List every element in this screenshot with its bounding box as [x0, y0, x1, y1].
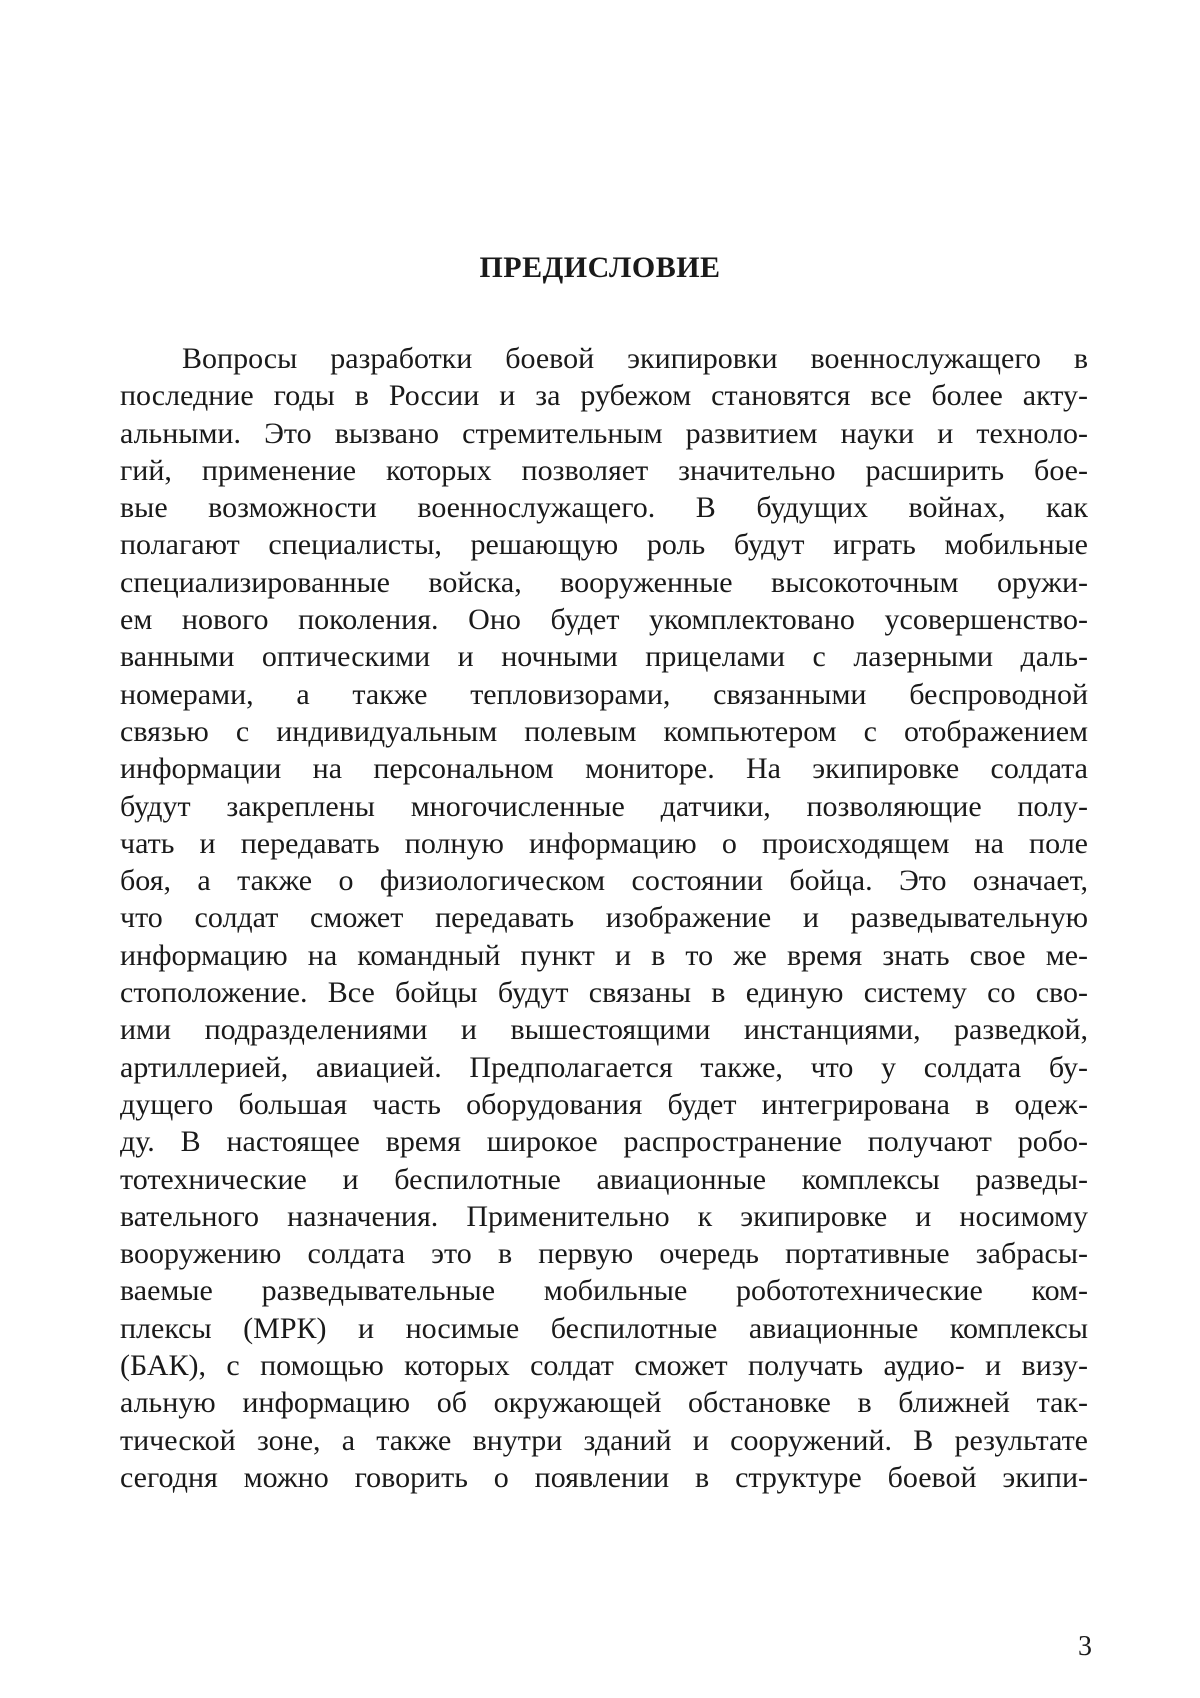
text-line: ем нового поколения. Оно будет укомплектовано усовершенство-: [120, 603, 1088, 637]
body-text: [120, 340, 1088, 1496]
text-line: альными. Это вызвано стремительным развитием науки и техноло-: [120, 416, 1088, 450]
text-line: ими подразделениями и вышестоящими инстанциями, разведкой,: [120, 1013, 1088, 1047]
text-line: будут закреплены многочисленные датчики, позволяющие полу-: [120, 789, 1088, 823]
page-title: ПРЕДИСЛОВИЕ: [479, 251, 721, 284]
text-line: тотехнические и беспилотные авиационные комплексы разведы-: [120, 1162, 1088, 1196]
text-line: Вопросы разработки боевой экипировки военнослужащего в: [182, 342, 1088, 375]
text-line: боя, а также о физиологическом состоянии бойца. Это означает,: [120, 864, 1088, 898]
text-line: чать и передавать полную информацию о происходящем на поле: [120, 826, 1088, 860]
text-line: стоположение. Все бойцы будут связаны в единую систему со сво-: [120, 976, 1088, 1010]
text-line: что солдат сможет передавать изображение и разведывательную: [120, 901, 1088, 935]
text-line: ванными оптическими и ночными прицелами с лазерными даль-: [120, 640, 1088, 674]
page-number: 3: [1078, 1631, 1092, 1662]
text-line: дущего большая часть оборудования будет интегрирована в одеж-: [120, 1087, 1088, 1121]
text-line: ваемые разведывательные мобильные робототехнические ком-: [120, 1274, 1088, 1308]
text-line: номерами, а также тепловизорами, связанными беспроводной: [120, 677, 1088, 711]
text-line: (БАК), с помощью которых солдат сможет получать аудио- и визу-: [120, 1349, 1088, 1383]
text-line: информацию на командный пункт и в то же время знать свое ме-: [120, 938, 1088, 972]
text-line: ду. В настоящее время широкое распространение получают робо-: [120, 1125, 1088, 1159]
text-line: последние годы в России и за рубежом становятся все более акту-: [120, 379, 1088, 413]
text-line: вые возможности военнослужащего. В будущих войнах, как: [120, 491, 1088, 525]
text-line: полагают специалисты, решающую роль будут играть мобильные: [120, 528, 1088, 562]
text-line: альную информацию об окружающей обстановке в ближней так-: [120, 1386, 1088, 1420]
text-line: вательного назначения. Применительно к экипировке и носимому: [120, 1199, 1088, 1233]
text-line: информации на персональном мониторе. На экипировке солдата: [120, 752, 1088, 786]
text-line: плексы (МРК) и носимые беспилотные авиационные комплексы: [120, 1311, 1088, 1345]
text-line: гий, применение которых позволяет значительно расширить бое-: [120, 453, 1088, 487]
text-line: специализированные войска, вооруженные высокоточным оружи-: [120, 565, 1088, 599]
text-line: вооружению солдата это в первую очередь портативные забрасы-: [120, 1237, 1088, 1271]
text-line: артиллерией, авиацией. Предполагается также, что у солдата бу-: [120, 1050, 1088, 1084]
text-line: тической зоне, а также внутри зданий и сооружений. В результате: [120, 1423, 1088, 1457]
text-line: сегодня можно говорить о появлении в структуре боевой экипи-: [120, 1460, 1088, 1494]
text-line: связью с индивидуальным полевым компьютером с отображением: [120, 714, 1088, 748]
